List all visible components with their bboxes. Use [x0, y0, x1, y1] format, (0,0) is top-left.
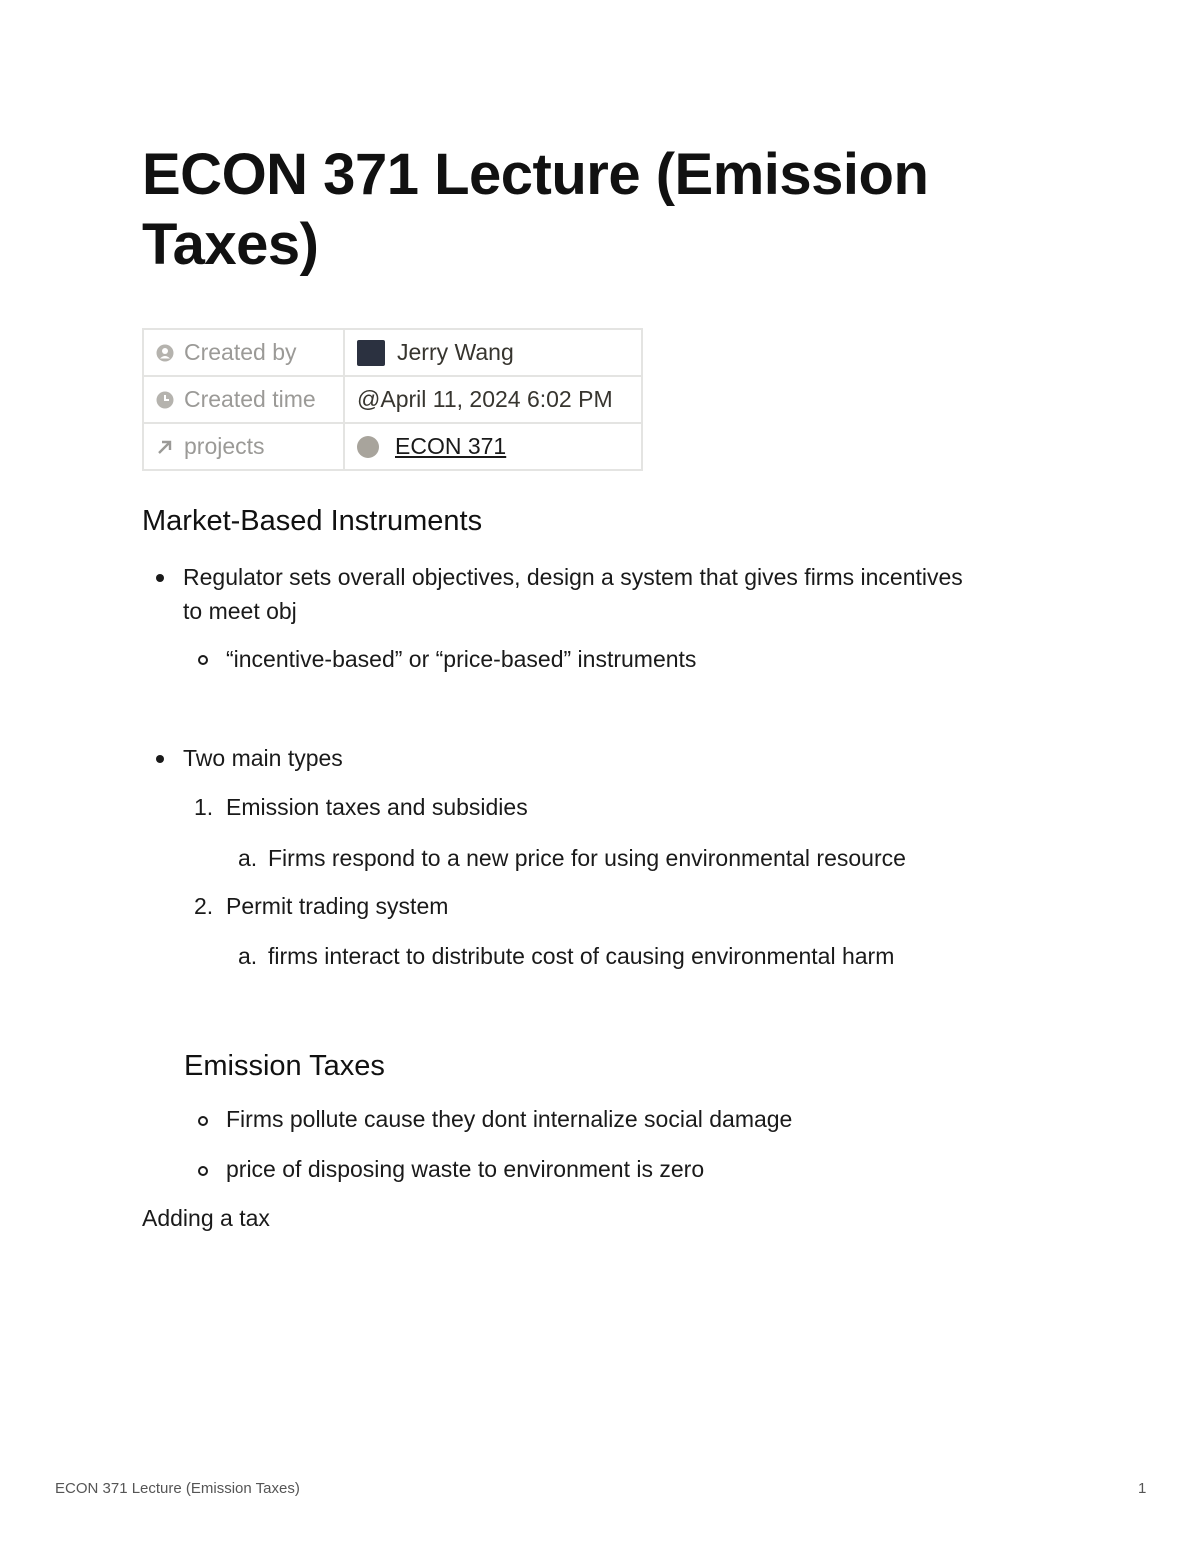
list-letter: a.	[238, 845, 258, 871]
property-value	[344, 376, 642, 423]
property-value	[344, 423, 642, 470]
bullet	[156, 574, 164, 582]
list-letter: a.	[238, 943, 258, 969]
list-number: 2.	[194, 893, 214, 919]
property-value[interactable]	[344, 329, 642, 376]
person-icon	[156, 344, 174, 362]
bullet	[156, 755, 164, 763]
list-item-text: Regulator sets overall objectives, design a system that gives firms incentives	[183, 564, 963, 590]
properties-table	[142, 328, 643, 471]
property-key	[143, 329, 344, 376]
list-item-text: Firms respond to a new price for using environmental resource	[268, 845, 906, 871]
list-item-text: Firms pollute cause they dont internalize social damage	[226, 1106, 793, 1132]
list-item-text: “incentive-based” or “price-based” instruments	[226, 646, 697, 672]
list-item-text: firms interact to distribute cost of causing environmental harm	[268, 943, 895, 969]
clock-icon	[156, 391, 174, 409]
paragraph: Adding a tax	[142, 1205, 270, 1231]
relation-arrow-icon	[156, 438, 174, 456]
sub-bullet	[198, 1166, 208, 1176]
sub-bullet	[198, 655, 208, 665]
avatar	[357, 340, 385, 366]
footer-title: ECON 371 Lecture (Emission Taxes)	[55, 1480, 300, 1497]
list-item-text: price of disposing waste to environment is zero	[226, 1156, 705, 1182]
list-item-text: Permit trading system	[226, 893, 449, 919]
property-row-created-by	[143, 329, 642, 376]
list-item-text: Two main types	[183, 745, 343, 771]
list-number: 1.	[194, 794, 214, 820]
page-title: ECON 371 Lecture (Emission Taxes)	[142, 142, 929, 277]
property-label: projects	[184, 433, 265, 459]
creator-name: Jerry Wang	[397, 339, 514, 365]
list-item-text: to meet obj	[183, 598, 297, 624]
section-heading-market: Market-Based Instruments	[142, 505, 483, 537]
property-row-created-time	[143, 376, 642, 423]
property-row-projects	[143, 423, 642, 470]
project-link[interactable]: ECON 371	[395, 433, 507, 459]
section-heading-emission-taxes: Emission Taxes	[184, 1050, 385, 1082]
property-key	[143, 376, 344, 423]
project-page-icon	[357, 436, 379, 458]
page-number: 1	[1138, 1480, 1147, 1497]
property-key	[143, 423, 344, 470]
created-time-value: @April 11, 2024 6:02 PM	[357, 386, 613, 412]
property-label: Created time	[184, 386, 316, 412]
list-item-text: Emission taxes and subsidies	[226, 794, 528, 820]
sub-bullet	[198, 1116, 208, 1126]
property-label: Created by	[184, 339, 297, 365]
